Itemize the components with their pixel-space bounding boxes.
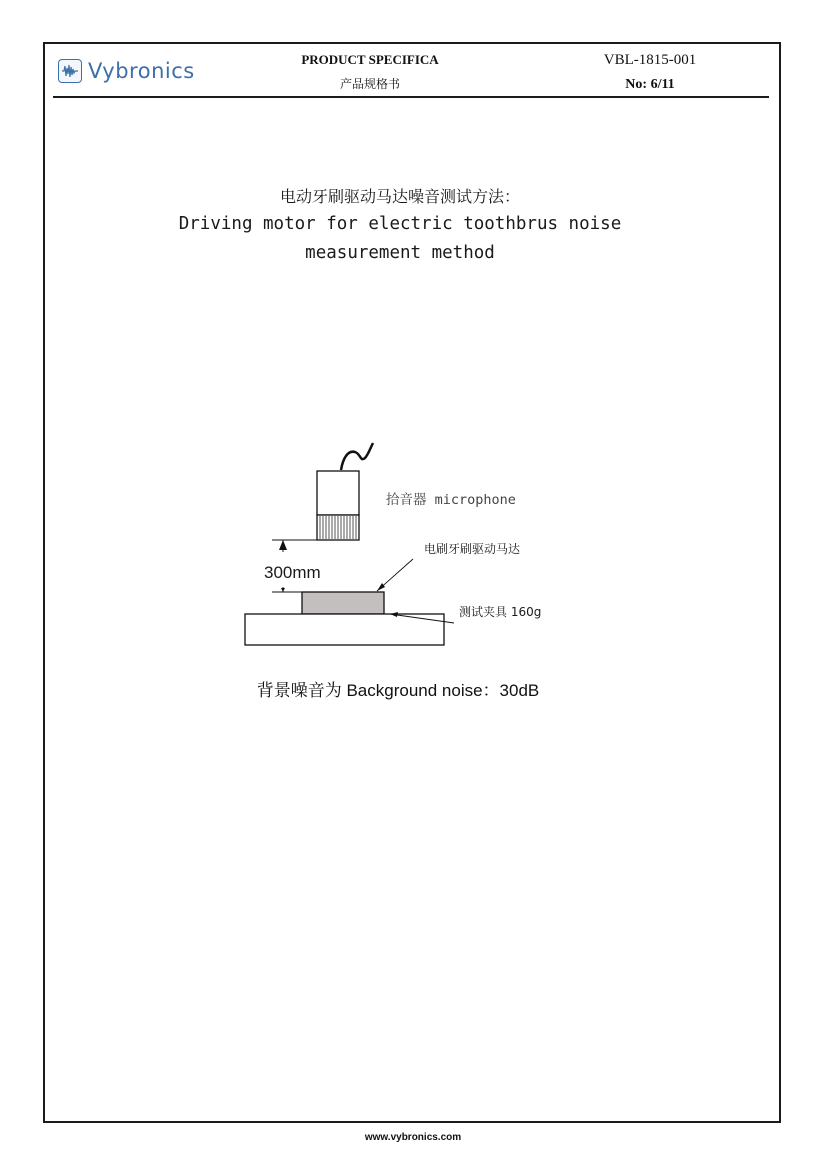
motor-block xyxy=(302,592,384,614)
microphone-cable xyxy=(341,443,373,470)
page-number: No: 6/11 xyxy=(625,77,675,92)
motor-label: 电刷牙刷驱动马达 xyxy=(424,542,521,556)
section-title-en-line1: Driving motor for electric toothbrus noise xyxy=(178,214,622,234)
doc-number: VBL-1815-001 xyxy=(603,52,697,68)
microphone-label: 拾音器 microphone xyxy=(386,492,516,508)
brand-name: Vybronics xyxy=(88,59,195,83)
doc-title: PRODUCT SPECIFICA xyxy=(301,52,439,67)
distance-label: 300mm xyxy=(264,563,321,582)
test-fixture xyxy=(245,614,444,645)
microphone-grille xyxy=(317,515,359,540)
doc-title-cn: 产品规格书 xyxy=(339,77,400,91)
section-title-cn: 电动牙刷驱动马达噪音测试方法： xyxy=(279,187,520,206)
dimension-arrow-bottom xyxy=(281,588,285,592)
fixture-label: 测试夹具 160g xyxy=(459,605,542,619)
microphone-body xyxy=(317,471,359,515)
footer-url[interactable]: www.vybronics.com xyxy=(364,1132,462,1143)
dimension-arrow-top xyxy=(279,540,287,550)
section-title-en-line2: measurement method xyxy=(305,243,495,263)
background-noise-caption: 背景噪音为 Background noise：30dB xyxy=(256,681,540,700)
